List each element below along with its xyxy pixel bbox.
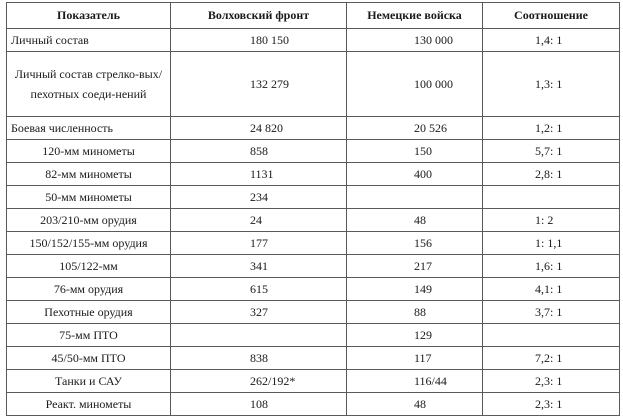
- row-label: 75-мм ПТО: [7, 324, 171, 347]
- ratio-value: 2,3: 1: [483, 393, 620, 416]
- table-row: [7, 163, 620, 186]
- german-value: 129: [347, 324, 483, 347]
- german-value: 217: [347, 255, 483, 278]
- ratio-value: 1: 1,1: [483, 232, 620, 255]
- ratio-value: [483, 324, 620, 347]
- table-row: [7, 232, 620, 255]
- row-label: Реакт. минометы: [7, 393, 171, 416]
- volkhov-value: 262/192*: [171, 370, 347, 393]
- ratio-value: 5,7: 1: [483, 140, 620, 163]
- row-label: 105/122-мм: [7, 255, 171, 278]
- ratio-value: [483, 186, 620, 209]
- german-value: 149: [347, 278, 483, 301]
- table-row: [7, 301, 620, 324]
- row-label: Личный состав: [7, 29, 171, 52]
- german-value: 88: [347, 301, 483, 324]
- row-label: Танки и САУ: [7, 370, 171, 393]
- ratio-value: 7,2: 1: [483, 347, 620, 370]
- row-label: 120-мм минометы: [7, 140, 171, 163]
- ratio-value: 2,3: 1: [483, 370, 620, 393]
- german-value: 130 000: [347, 29, 483, 52]
- ratio-value: 4,1: 1: [483, 278, 620, 301]
- table-row: [7, 117, 620, 140]
- row-label: Боевая численность: [7, 117, 171, 140]
- german-value: [347, 186, 483, 209]
- german-value: 48: [347, 393, 483, 416]
- ratio-value: 1,2: 1: [483, 117, 620, 140]
- volkhov-value: 180 150: [171, 29, 347, 52]
- volkhov-value: [171, 324, 347, 347]
- volkhov-value: 615: [171, 278, 347, 301]
- table-row: [7, 370, 620, 393]
- row-label: 45/50-мм ПТО: [7, 347, 171, 370]
- row-label: 203/210-мм орудия: [7, 209, 171, 232]
- german-value: 156: [347, 232, 483, 255]
- german-value: 150: [347, 140, 483, 163]
- table-row: [7, 255, 620, 278]
- volkhov-value: 341: [171, 255, 347, 278]
- volkhov-value: 132 279: [171, 52, 347, 117]
- table-row: [7, 278, 620, 301]
- row-label: Личный состав стрелко-вых/пехотных соеди-нений: [7, 52, 171, 117]
- german-value: 400: [347, 163, 483, 186]
- table-row: [7, 209, 620, 232]
- table-row: [7, 140, 620, 163]
- ratio-value: 1,6: 1: [483, 255, 620, 278]
- row-label: 150/152/155-мм орудия: [7, 232, 171, 255]
- table-row: [7, 29, 620, 52]
- volkhov-value: 24 820: [171, 117, 347, 140]
- volkhov-value: 327: [171, 301, 347, 324]
- volkhov-value: 24: [171, 209, 347, 232]
- table-row: [7, 52, 620, 117]
- row-label: 76-мм орудия: [7, 278, 171, 301]
- table-row: [7, 324, 620, 347]
- header-ratio: Соотношение: [483, 3, 620, 29]
- volkhov-value: 234: [171, 186, 347, 209]
- german-value: 117: [347, 347, 483, 370]
- header-volkhov-front: Волховский фронт: [171, 3, 347, 29]
- forces-comparison-table: [6, 2, 620, 416]
- ratio-value: 1,3: 1: [483, 52, 620, 117]
- ratio-value: 1: 2: [483, 209, 620, 232]
- volkhov-value: 838: [171, 347, 347, 370]
- ratio-value: 1,4: 1: [483, 29, 620, 52]
- volkhov-value: 108: [171, 393, 347, 416]
- header-indicator: Показатель: [7, 3, 171, 29]
- german-value: 116/44: [347, 370, 483, 393]
- row-label: 82-мм минометы: [7, 163, 171, 186]
- ratio-value: 2,8: 1: [483, 163, 620, 186]
- row-label: Пехотные орудия: [7, 301, 171, 324]
- table-row: [7, 347, 620, 370]
- table-row: [7, 186, 620, 209]
- german-value: 48: [347, 209, 483, 232]
- table-row: [7, 393, 620, 416]
- table-header-row: [7, 3, 620, 29]
- volkhov-value: 858: [171, 140, 347, 163]
- volkhov-value: 1131: [171, 163, 347, 186]
- ratio-value: 3,7: 1: [483, 301, 620, 324]
- german-value: 20 526: [347, 117, 483, 140]
- volkhov-value: 177: [171, 232, 347, 255]
- header-german-forces: Немецкие войска: [347, 3, 483, 29]
- row-label: 50-мм минометы: [7, 186, 171, 209]
- german-value: 100 000: [347, 52, 483, 117]
